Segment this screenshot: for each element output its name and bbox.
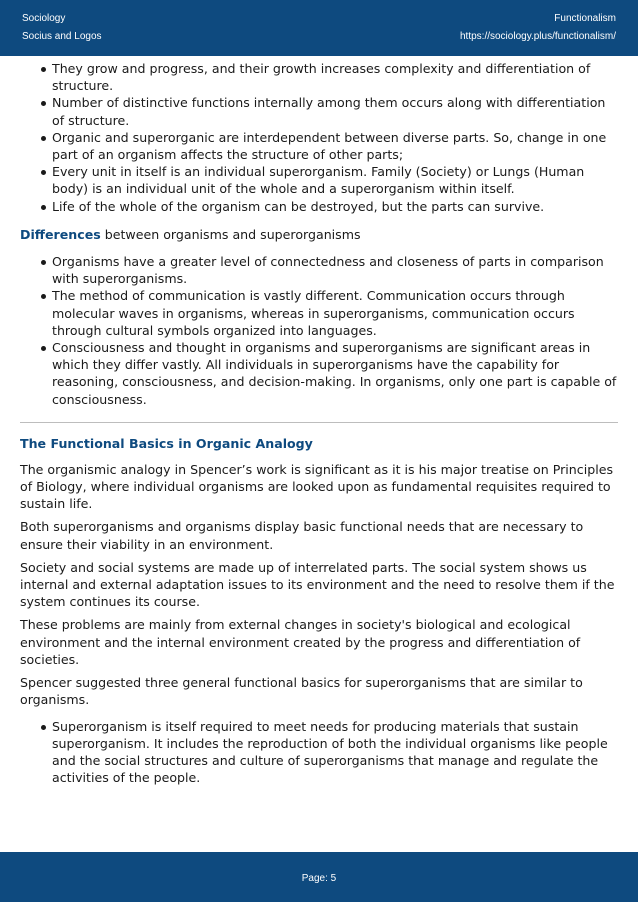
list-item: Superorganism is itself required to meet needs for producing materials that sustain superorganism. It includes the reproduction of both the individual organisms like people and the social structures and culture of superorganisms that manage and regulate the activities of the people.: [20, 718, 620, 787]
paragraph: Spencer suggested three general functional basics for superorganisms that are similar to organisms.: [20, 675, 583, 708]
header-site-name: Socius and Logos: [22, 31, 102, 42]
list-item: The method of communication is vastly different. Communication occurs through molecular waves in organisms, whereas in superorganisms, communication occurs through cultural symbols organized into languages.: [20, 287, 620, 339]
header-topic: Functionalism: [554, 13, 616, 24]
differences-keyword: Differences: [20, 226, 101, 242]
differences-list: [20, 253, 620, 408]
functional-basics-list: [20, 718, 620, 787]
page-number: Page: 5: [301, 873, 337, 884]
list-item: Organisms have a greater level of connectedness and closeness of parts in comparison with superorganisms.: [20, 253, 620, 287]
section-title: The Functional Basics in Organic Analogy: [20, 435, 313, 451]
list-item: Consciousness and thought in organisms and superorganisms are significant areas in which they differ vastly. All individuals in superorganisms have the capability for reasoning, consciousness, and decision-making. In organisms, only one part is capable of consciousness.: [20, 339, 620, 408]
header-url: https://sociology.plus/functionalism/: [459, 31, 616, 42]
list-item: Number of distinctive functions internally among them occurs along with differentiation of structure.: [20, 94, 620, 128]
differences-heading-text: between organisms and superorganisms: [100, 226, 361, 242]
paragraph: The organismic analogy in Spencer’s work is significant as it is his major treatise on Principles of Biology, where individual organisms are looked upon as fundamental requisites required to sustain life.: [20, 461, 614, 512]
section-divider: [20, 422, 618, 423]
page-content: [20, 60, 620, 786]
list-item: Every unit in itself is an individual superorganism. Family (Society) or Lungs (Human body) is an individual unit of the whole and a superorganism within itself.: [20, 163, 620, 197]
differences-heading: [20, 226, 620, 243]
header-subject: Sociology: [22, 13, 66, 24]
paragraph: These problems are mainly from external changes in society's biological and ecological environment and the internal environment created by the progress and differentiation of societies.: [20, 617, 581, 667]
page-header: [0, 0, 638, 56]
list-item: Organic and superorganic are interdependent between diverse parts. So, change in one part of an organism affects the structure of other parts;: [20, 129, 620, 163]
list-item: Life of the whole of the organism can be destroyed, but the parts can survive.: [20, 198, 620, 215]
list-item: They grow and progress, and their growth increases complexity and differentiation of structure.: [20, 60, 620, 94]
similarities-list: [20, 60, 620, 215]
paragraph: Both superorganisms and organisms display basic functional needs that are necessary to ensure their viability in an environment.: [20, 519, 584, 552]
page-footer: [0, 852, 638, 902]
paragraph: Society and social systems are made up of interrelated parts. The social system shows us internal and external adaptation issues to its environment and the need to resolve them if the system continues its course.: [20, 559, 615, 610]
